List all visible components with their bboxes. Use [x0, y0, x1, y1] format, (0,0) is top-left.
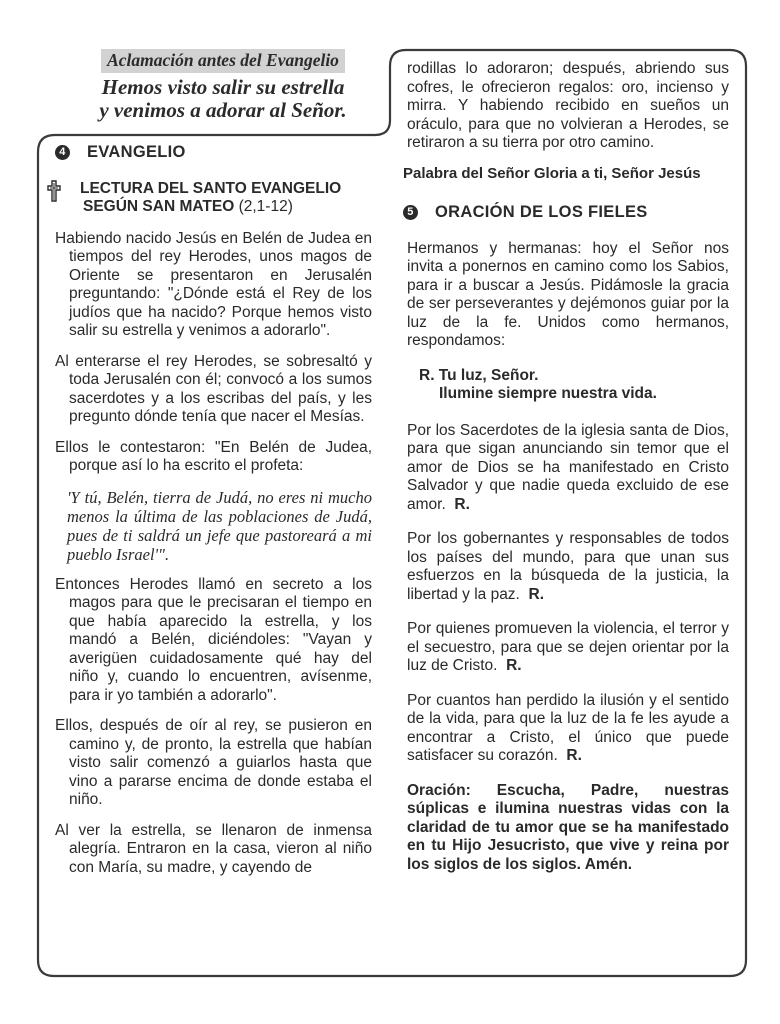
gospel-paragraph: Habiendo nacido Jesús en Belén de Judea en tiempos del rey Herodes, unos magos de Oriente se presentaron en Jerusalén preguntando: "¿Dónde está el Rey de los judíos que ha nacido? Porque hemos visto salir su estrella y venimos a adorarlo".	[55, 229, 372, 339]
petition	[407, 620, 729, 676]
petition-text: Por los gobernantes y responsables de todos los países del mundo, para que unan sus esfuerzos en la búsqueda de la justicia, la libertad y la paz.	[407, 530, 729, 603]
prayers-heading-label: ORACIÓN DE LOS FIELES	[435, 203, 648, 221]
response-marker: R.	[566, 747, 582, 764]
prophet-quote: 'Y tú, Belén, tierra de Judá, no eres ni mucho menos la última de las poblaciones de Judá, pues de ti saldrá un jefe que pastoreará a mi pueblo Israel'".	[67, 487, 372, 564]
acclamation-verse	[60, 76, 386, 122]
gospel-paragraph: Ellos le contestaron: "En Belén de Judea, porque así lo ha escrito el profeta:	[55, 438, 372, 474]
petition-text: Por los Sacerdotes de la iglesia santa de Dios, para que sigan anunciando sin temor que el amor de Dios se ha manifestado en Cristo Salvador y que nadie queda excluido de ese amor.	[407, 421, 729, 513]
petition	[407, 530, 729, 604]
cross-icon	[47, 180, 61, 202]
gospel-heading	[55, 143, 372, 162]
reading-reference: (2,1-12)	[238, 197, 293, 215]
petition	[407, 422, 729, 515]
petition-text: Por quienes promueven la violencia, el terror y el secuestro, para que se dejen orientar por la luz de Cristo.	[407, 620, 729, 674]
response-line2: Ilumine siempre nuestra vida.	[439, 385, 657, 402]
response-marker: R.	[528, 585, 544, 603]
petition	[407, 692, 729, 766]
response-marker: R.	[506, 657, 522, 674]
gospel-paragraph: Al ver la estrella, se llenaron de inmensa alegría. Entraron en la casa, vieron al niño con María, su madre, y cayendo de	[55, 821, 372, 876]
acclamation-verse-line2: y venimos a adorar al Señor.	[99, 98, 347, 122]
reading-title-line2	[80, 198, 372, 216]
response-line1: R. Tu luz, Señor.	[419, 366, 539, 384]
gospel-paragraph: Entonces Herodes llamó en secreto a los magos para que le precisaran el tiempo en que había aparecido la estrella, y los mandó a Belén, diciéndoles: "Vayan y averigüen cuidadosamente qué hay del niño y, cuando lo encuentren, avísenme, para ir yo también a adorarlo".	[55, 575, 372, 704]
gospel-acclamation-closing: Palabra del Señor Gloria a ti, Señor Jesús	[403, 164, 701, 182]
acclamation-block	[60, 49, 386, 122]
reading-title-line1: LECTURA DEL SANTO EVANGELIO	[80, 179, 342, 197]
right-column	[403, 60, 729, 890]
petition-text: Por cuantos han perdido la ilusión y el sentido de la vida, para que la luz de la fe les ayude a encontrar a Cristo, el único que puede satisfacer su corazón.	[407, 691, 729, 764]
closing-prayer: Oración: Escucha, Padre, nuestras súplicas e ilumina nuestras vidas con la claridad de tu amor que se ha manifestado en tu Hijo Jesucristo, que vive y reina por los siglos de los siglos. Amén.	[407, 781, 729, 873]
section-number-badge: 4	[55, 145, 70, 160]
acclamation-verse-line1: Hemos visto salir su estrella	[101, 75, 345, 99]
gospel-column	[55, 143, 372, 889]
prayers-heading	[403, 203, 729, 222]
prayers-response	[407, 367, 729, 404]
section-number-badge: 5	[403, 205, 418, 220]
gospel-continuation: rodillas lo adoraron; después, abriendo sus cofres, le ofrecieron regalos: oro, incienso y mirra. Y habiendo recibido en sueños un oráculo, para que no volvieran a Herodes, se retiraron a su tierra por otro camino.	[407, 60, 729, 151]
gospel-paragraph: Al enterarse el rey Herodes, se sobresaltó y toda Jerusalén con él; convocó a los sumos sacerdotes y a los escribas del país, y les pregunto dónde tenía que nacer el Mesías.	[55, 352, 372, 425]
response-marker: R.	[454, 495, 470, 513]
reading-title	[55, 180, 372, 216]
gospel-heading-label: EVANGELIO	[87, 143, 186, 161]
gospel-paragraph: Ellos, después de oír al rey, se pusieron en camino y, de pronto, la estrella que habían visto salir comenzó a guiarlos hasta que vino a pararse encima de donde estaba el niño.	[55, 717, 372, 808]
prayers-intro: Hermanos y hermanas: hoy el Señor nos invita a ponernos en camino como los Sabios, para ir a buscar a Jesús. Pidámosle la gracia de ser perseverantes y dejémonos guiar por la luz de la fe. Unidos como hermanos, respondamos:	[407, 239, 729, 349]
reading-book: SEGÚN SAN MATEO	[83, 197, 235, 215]
acclamation-title: Aclamación antes del Evangelio	[101, 49, 345, 73]
